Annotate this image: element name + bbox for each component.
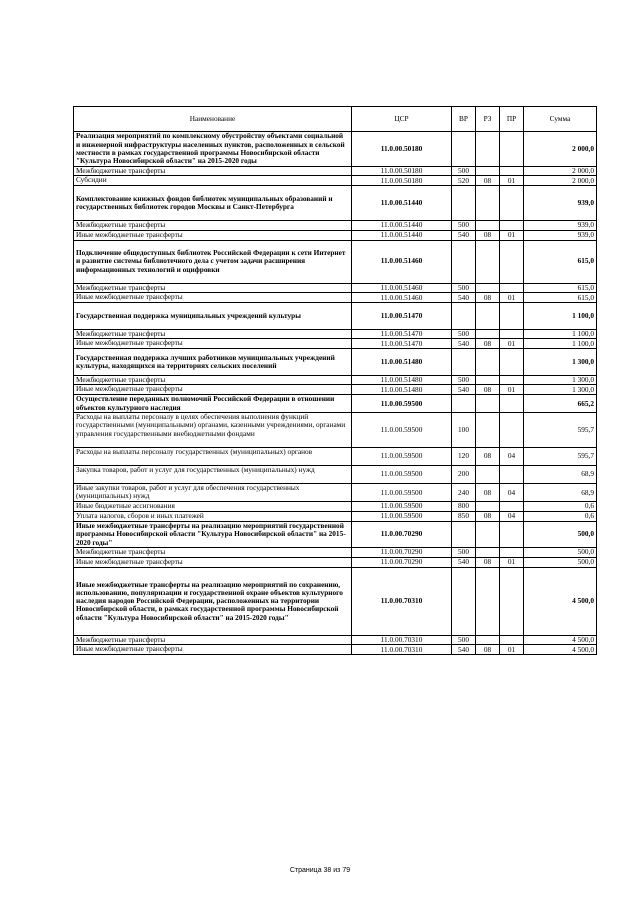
cell-vr xyxy=(452,132,476,167)
cell-pr xyxy=(500,502,524,512)
table-row xyxy=(74,293,597,303)
cell-sum: 595,7 xyxy=(524,413,597,448)
cell-sum: 500,0 xyxy=(524,521,597,547)
cell-rz xyxy=(476,240,500,283)
cell-vr xyxy=(452,186,476,221)
cell-pr xyxy=(500,548,524,558)
cell-rz xyxy=(476,502,500,512)
cell-rz: 08 xyxy=(476,176,500,186)
cell-name: Иные межбюджетные трансферты xyxy=(74,557,352,567)
page-number: Страница 38 из 79 xyxy=(289,867,351,874)
cell-vr xyxy=(452,521,476,547)
cell-rz xyxy=(476,375,500,385)
cell-rz xyxy=(476,395,500,413)
cell-name: Иные бюджетные ассигнования xyxy=(74,502,352,512)
cell-csr: 11.0.00.59500 xyxy=(352,484,452,502)
cell-pr xyxy=(500,240,524,283)
cell-name: Межбюджетные трансферты xyxy=(74,220,352,230)
cell-rz: 08 xyxy=(476,293,500,303)
cell-sum: 1 100,0 xyxy=(524,329,597,339)
cell-pr: 01 xyxy=(500,230,524,240)
cell-sum: 1 100,0 xyxy=(524,303,597,329)
header-sum: Сумма xyxy=(524,107,597,132)
table-row-program xyxy=(74,349,597,375)
cell-rz: 08 xyxy=(476,511,500,521)
cell-csr: 11.0.00.51470 xyxy=(352,329,452,339)
cell-csr: 11.0.00.70290 xyxy=(352,548,452,558)
cell-pr xyxy=(500,567,524,635)
cell-vr: 540 xyxy=(452,385,476,395)
table-row xyxy=(74,230,597,240)
cell-csr: 11.0.00.51460 xyxy=(352,283,452,293)
cell-sum: 1 300,0 xyxy=(524,375,597,385)
cell-sum: 2 000,0 xyxy=(524,176,597,186)
cell-name: Межбюджетные трансферты xyxy=(74,375,352,385)
cell-vr: 540 xyxy=(452,339,476,349)
cell-vr: 540 xyxy=(452,230,476,240)
cell-sum: 0,6 xyxy=(524,511,597,521)
cell-sum: 4 500,0 xyxy=(524,635,597,645)
cell-vr: 500 xyxy=(452,166,476,176)
table-row-program xyxy=(74,395,597,413)
cell-name: Подключение общедоступных библиотек Российской Федерации к сети Интернет и развитие системы библиотечного дела с учетом задачи расширения информационных технологий и оцифровки xyxy=(74,240,352,283)
cell-name: Межбюджетные трансферты xyxy=(74,635,352,645)
table-row xyxy=(74,645,597,655)
cell-name: Уплата налогов, сборов и иных платежей xyxy=(74,511,352,521)
cell-rz xyxy=(476,466,500,484)
cell-sum: 665,2 xyxy=(524,395,597,413)
cell-csr: 11.0.00.51480 xyxy=(352,375,452,385)
cell-pr xyxy=(500,303,524,329)
cell-csr: 11.0.00.51440 xyxy=(352,220,452,230)
cell-vr xyxy=(452,303,476,329)
cell-vr: 100 xyxy=(452,413,476,448)
cell-pr xyxy=(500,329,524,339)
cell-sum: 2 000,0 xyxy=(524,166,597,176)
cell-pr xyxy=(500,349,524,375)
cell-vr: 120 xyxy=(452,447,476,465)
header-pr: ПР xyxy=(500,107,524,132)
cell-rz xyxy=(476,521,500,547)
cell-csr: 11.0.00.51470 xyxy=(352,339,452,349)
table-row xyxy=(74,447,597,465)
cell-pr: 04 xyxy=(500,511,524,521)
cell-csr: 11.0.00.50180 xyxy=(352,166,452,176)
cell-vr: 500 xyxy=(452,548,476,558)
cell-sum: 939,0 xyxy=(524,230,597,240)
cell-name: Расходы на выплаты персоналу в целях обеспечения выполнения функций государственными (муниципальными) органами, казенными учреждениями, органами управления государственными внебюджетными фондами xyxy=(74,413,352,448)
cell-pr xyxy=(500,413,524,448)
table-row xyxy=(74,176,597,186)
cell-name: Межбюджетные трансферты xyxy=(74,548,352,558)
table-row xyxy=(74,166,597,176)
cell-vr: 500 xyxy=(452,635,476,645)
cell-name: Межбюджетные трансферты xyxy=(74,166,352,176)
cell-name: Комплектование книжных фондов библиотек муниципальных образований и государственных библиотек городов Москвы и Санкт-Петербурга xyxy=(74,186,352,221)
cell-vr: 200 xyxy=(452,466,476,484)
cell-csr: 11.0.00.51440 xyxy=(352,230,452,240)
table-row-program xyxy=(74,186,597,221)
cell-sum: 615,0 xyxy=(524,240,597,283)
cell-csr: 11.0.00.50180 xyxy=(352,176,452,186)
cell-csr: 11.0.00.70290 xyxy=(352,557,452,567)
cell-rz xyxy=(476,166,500,176)
cell-csr: 11.0.00.59500 xyxy=(352,447,452,465)
cell-name: Иные межбюджетные трансферты xyxy=(74,293,352,303)
cell-rz xyxy=(476,548,500,558)
cell-sum: 68,9 xyxy=(524,466,597,484)
cell-name: Межбюджетные трансферты xyxy=(74,283,352,293)
cell-rz: 08 xyxy=(476,385,500,395)
cell-csr: 11.0.00.51480 xyxy=(352,385,452,395)
cell-name: Межбюджетные трансферты xyxy=(74,329,352,339)
cell-sum: 68,9 xyxy=(524,484,597,502)
cell-vr: 520 xyxy=(452,176,476,186)
cell-sum: 1 300,0 xyxy=(524,349,597,375)
cell-rz xyxy=(476,220,500,230)
table-row xyxy=(74,502,597,512)
cell-vr: 240 xyxy=(452,484,476,502)
table-row xyxy=(74,385,597,395)
cell-csr: 11.0.00.51460 xyxy=(352,240,452,283)
cell-rz xyxy=(476,303,500,329)
cell-csr: 11.0.00.70290 xyxy=(352,521,452,547)
cell-pr: 01 xyxy=(500,385,524,395)
table-row xyxy=(74,220,597,230)
table-row-program xyxy=(74,521,597,547)
cell-sum: 2 000,0 xyxy=(524,132,597,167)
cell-csr: 11.0.00.59500 xyxy=(352,502,452,512)
cell-vr: 500 xyxy=(452,283,476,293)
cell-name: Иные межбюджетные трансферты xyxy=(74,339,352,349)
cell-sum: 939,0 xyxy=(524,220,597,230)
cell-sum: 1 300,0 xyxy=(524,385,597,395)
cell-sum: 1 100,0 xyxy=(524,339,597,349)
cell-rz xyxy=(476,132,500,167)
cell-name: Государственная поддержка лучших работников муниципальных учреждений культуры, находящихся на территориях сельских поселений xyxy=(74,349,352,375)
table-row xyxy=(74,557,597,567)
cell-pr xyxy=(500,395,524,413)
table-row xyxy=(74,484,597,502)
header-vr: ВР xyxy=(452,107,476,132)
cell-csr: 11.0.00.51480 xyxy=(352,349,452,375)
cell-vr: 540 xyxy=(452,645,476,655)
cell-rz: 08 xyxy=(476,484,500,502)
cell-pr: 01 xyxy=(500,176,524,186)
cell-csr: 11.0.00.50180 xyxy=(352,132,452,167)
table-row xyxy=(74,339,597,349)
cell-csr: 11.0.00.70310 xyxy=(352,635,452,645)
cell-vr: 500 xyxy=(452,220,476,230)
cell-sum: 500,0 xyxy=(524,548,597,558)
cell-vr xyxy=(452,349,476,375)
cell-name: Иные межбюджетные трансферты на реализацию мероприятий по сохранению, использованию, популяризации и государственной охране объектов культурного наследия народов Российской Федерации, расположенных на территории Новосибирской области, в рамках государственной программы Новосибирской области "Культура Новосибирской области" на 2015-2020 годы" xyxy=(74,567,352,635)
cell-sum: 4 500,0 xyxy=(524,567,597,635)
table-row xyxy=(74,635,597,645)
cell-pr: 01 xyxy=(500,293,524,303)
table-row xyxy=(74,511,597,521)
cell-vr xyxy=(452,395,476,413)
header-rz: РЗ xyxy=(476,107,500,132)
cell-name: Иные межбюджетные трансферты на реализацию мероприятий государственной программы Новосибирской области "Культура Новосибирской области" на 2015-2020 годы" xyxy=(74,521,352,547)
cell-pr: 01 xyxy=(500,339,524,349)
cell-rz: 08 xyxy=(476,230,500,240)
cell-rz: 08 xyxy=(476,447,500,465)
table-row xyxy=(74,283,597,293)
cell-vr: 540 xyxy=(452,293,476,303)
table-header-row xyxy=(74,107,597,132)
cell-csr: 11.0.00.51440 xyxy=(352,186,452,221)
cell-rz: 08 xyxy=(476,339,500,349)
cell-name: Субсидии xyxy=(74,176,352,186)
cell-vr: 500 xyxy=(452,375,476,385)
cell-sum: 615,0 xyxy=(524,283,597,293)
cell-csr: 11.0.00.59500 xyxy=(352,395,452,413)
cell-vr: 800 xyxy=(452,502,476,512)
cell-rz xyxy=(476,349,500,375)
cell-csr: 11.0.00.51470 xyxy=(352,303,452,329)
cell-sum: 939,0 xyxy=(524,186,597,221)
cell-vr: 850 xyxy=(452,511,476,521)
table-row xyxy=(74,466,597,484)
cell-rz xyxy=(476,413,500,448)
cell-csr: 11.0.00.70310 xyxy=(352,567,452,635)
table-row-program xyxy=(74,240,597,283)
cell-pr xyxy=(500,375,524,385)
budget-table xyxy=(73,106,597,655)
cell-pr: 01 xyxy=(500,645,524,655)
cell-pr xyxy=(500,466,524,484)
cell-name: Государственная поддержка муниципальных учреждений культуры xyxy=(74,303,352,329)
cell-pr xyxy=(500,521,524,547)
cell-name: Иные межбюджетные трансферты xyxy=(74,230,352,240)
cell-csr: 11.0.00.59500 xyxy=(352,466,452,484)
cell-vr: 540 xyxy=(452,557,476,567)
table-row xyxy=(74,413,597,448)
cell-rz: 08 xyxy=(476,557,500,567)
cell-csr: 11.0.00.70310 xyxy=(352,645,452,655)
cell-name: Осуществление переданных полномочий Российской Федерации в отношении объектов культурного наследия xyxy=(74,395,352,413)
cell-rz: 08 xyxy=(476,645,500,655)
cell-rz xyxy=(476,283,500,293)
header-csr: ЦСР xyxy=(352,107,452,132)
cell-csr: 11.0.00.51460 xyxy=(352,293,452,303)
table-row-program xyxy=(74,132,597,167)
cell-rz xyxy=(476,329,500,339)
cell-pr xyxy=(500,132,524,167)
cell-pr xyxy=(500,220,524,230)
table-row xyxy=(74,548,597,558)
cell-sum: 595,7 xyxy=(524,447,597,465)
cell-pr xyxy=(500,166,524,176)
cell-rz xyxy=(476,635,500,645)
cell-sum: 500,0 xyxy=(524,557,597,567)
header-name: Наименование xyxy=(74,107,352,132)
cell-name: Иные закупки товаров, работ и услуг для обеспечения государственных (муниципальных) нужд xyxy=(74,484,352,502)
cell-pr: 01 xyxy=(500,557,524,567)
cell-pr xyxy=(500,186,524,221)
cell-name: Расходы на выплаты персоналу государственных (муниципальных) органов xyxy=(74,447,352,465)
cell-name: Иные межбюджетные трансферты xyxy=(74,385,352,395)
cell-name: Закупка товаров, работ и услуг для государственных (муниципальных) нужд xyxy=(74,466,352,484)
table-row xyxy=(74,375,597,385)
table-row-program xyxy=(74,303,597,329)
cell-csr: 11.0.00.59500 xyxy=(352,511,452,521)
cell-pr xyxy=(500,283,524,293)
cell-name: Реализация мероприятий по комплексному обустройству объектами социальной и инженерной инфраструктуры населенных пунктов, расположенных в сельской местности в рамках государственной программы Новосибирской области "Культура Новосибирской области" на 2015-2020 годы xyxy=(74,132,352,167)
cell-pr: 04 xyxy=(500,484,524,502)
cell-pr: 04 xyxy=(500,447,524,465)
cell-rz xyxy=(476,567,500,635)
cell-vr: 500 xyxy=(452,329,476,339)
cell-sum: 0,6 xyxy=(524,502,597,512)
table-row-program xyxy=(74,567,597,635)
cell-csr: 11.0.00.59500 xyxy=(352,413,452,448)
cell-pr xyxy=(500,635,524,645)
cell-vr xyxy=(452,567,476,635)
cell-rz xyxy=(476,186,500,221)
table-row xyxy=(74,329,597,339)
cell-vr xyxy=(452,240,476,283)
cell-sum: 615,0 xyxy=(524,293,597,303)
cell-name: Иные межбюджетные трансферты xyxy=(74,645,352,655)
cell-sum: 4 500,0 xyxy=(524,645,597,655)
